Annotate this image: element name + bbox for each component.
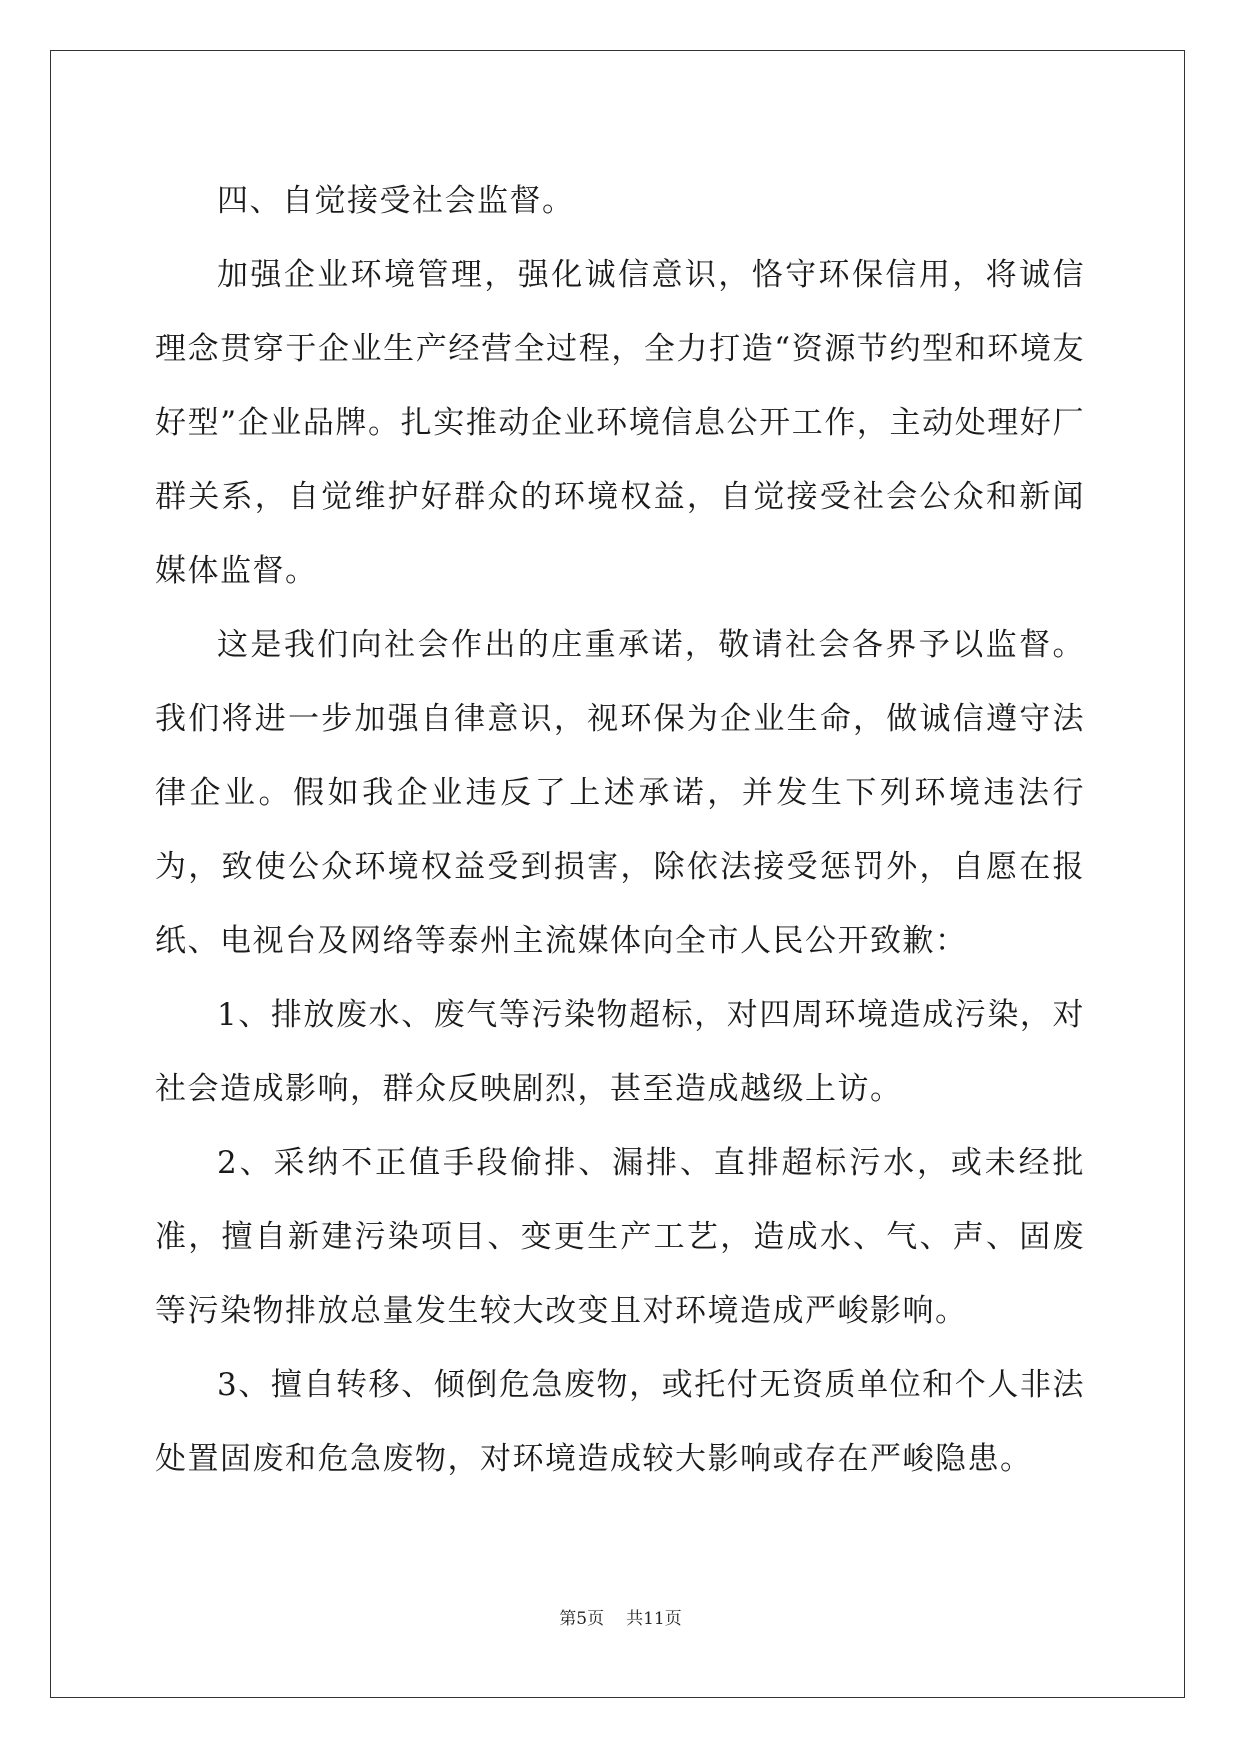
paragraph: 3、擅自转移、倾倒危急废物，或托付无资质单位和个人非法处置固废和危急废物，对环境造成较大影响或存在严峻隐患。 [155, 1367, 1085, 1477]
paragraph: 1、排放废水、废气等污染物超标，对四周环境造成污染，对社会造成影响，群众反映剧烈，甚至造成越级上访。 [155, 997, 1085, 1107]
paragraph: 四、自觉接受社会监督。 [217, 183, 575, 219]
paragraph: 这是我们向社会作出的庄重承诺，敬请社会各界予以监督。我们将进一步加强自律意识，视环保为企业生命，做诚信遵守法律企业。假如我企业违反了上述承诺，并发生下列环境违法行为，致使公众环境权益受到损害，除依法接受惩罚外，自愿在报纸、电视台及网络等泰州主流媒体向全市人民公开致歉： [155, 627, 1085, 959]
page-total: 共11页 [626, 1609, 682, 1629]
page-footer [0, 1604, 1241, 1629]
paragraph: 2、采纳不正值手段偷排、漏排、直排超标污水，或未经批准，擅自新建污染项目、变更生产工艺，造成水、气、声、固废等污染物排放总量发生较大改变且对环境造成严峻影响。 [155, 1145, 1085, 1329]
page-number: 第5页 [559, 1609, 605, 1629]
document-body [155, 164, 1085, 1496]
paragraph: 加强企业环境管理，强化诚信意识，恪守环保信用，将诚信理念贯穿于企业生产经营全过程，全力打造“资源节约型和环境友好型”企业品牌。扎实推动企业环境信息公开工作，主动处理好厂群关系，自觉维护好群众的环境权益，自觉接受社会公众和新闻媒体监督。 [155, 257, 1085, 589]
